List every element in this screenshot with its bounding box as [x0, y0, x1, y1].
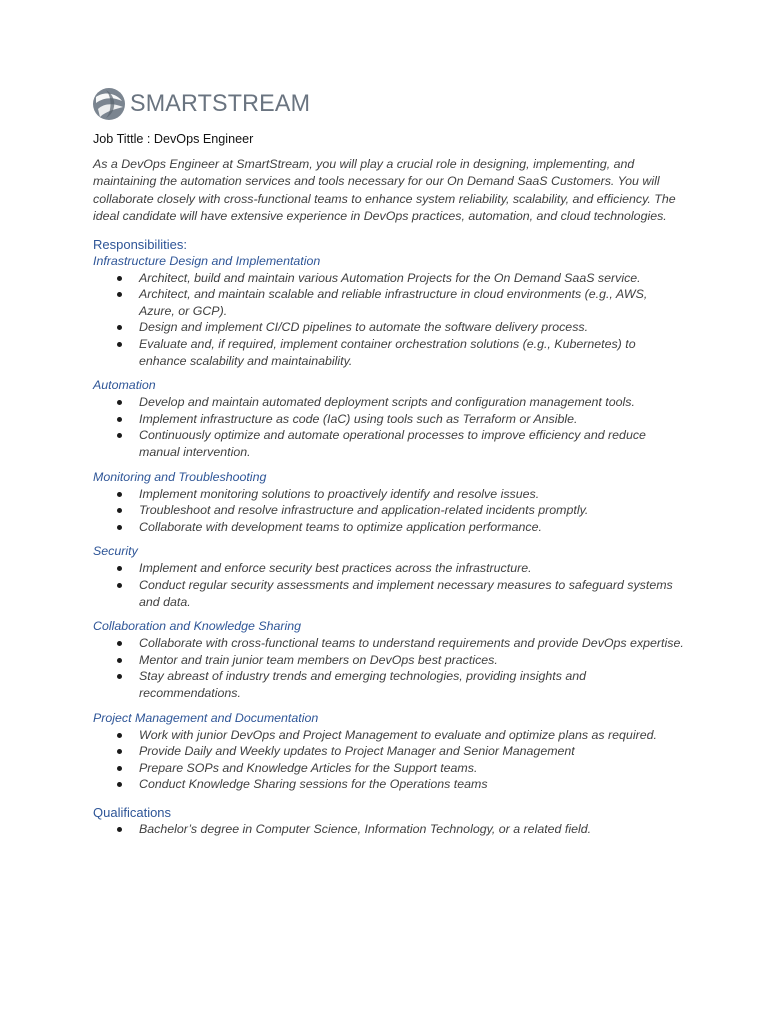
bullet-icon — [117, 433, 122, 438]
subsection-heading: Collaboration and Knowledge Sharing — [93, 619, 302, 634]
bullet-list — [93, 394, 693, 460]
subsection-heading: Security — [93, 544, 138, 559]
qualifications-list — [93, 821, 693, 838]
list-item-text: Implement monitoring solutions to proactively identify and resolve issues. — [139, 486, 540, 501]
job-title: Job Tittle : DevOps Engineer — [93, 132, 254, 146]
bullet-icon — [117, 525, 122, 530]
list-item-text: Prepare SOPs and Knowledge Articles for the Support teams. — [139, 760, 478, 775]
bullet-icon — [117, 641, 122, 646]
list-item-text: Collaborate with development teams to optimize application performance. — [139, 519, 542, 534]
list-item — [93, 336, 684, 369]
list-item — [93, 270, 684, 287]
list-item — [93, 502, 684, 519]
bullet-icon — [117, 827, 122, 832]
list-item-text: Evaluate and, if required, implement container orchestration solutions (e.g., Kubernetes) to enhance scalability and maintainability. — [139, 337, 636, 368]
smartstream-logo — [92, 86, 693, 122]
bullet-icon — [117, 342, 122, 347]
subsection-heading: Automation — [93, 378, 156, 393]
list-item — [93, 411, 684, 428]
list-item — [93, 821, 684, 838]
list-item-text: Work with junior DevOps and Project Management to evaluate and optimize plans as required. — [139, 727, 657, 742]
bullet-list — [93, 727, 693, 793]
bullet-icon — [117, 766, 122, 771]
list-item — [93, 652, 684, 669]
bullet-list — [93, 486, 693, 536]
qualifications-heading: Qualifications — [93, 804, 172, 820]
list-item — [93, 560, 684, 577]
bullet-icon — [117, 658, 122, 663]
list-item — [93, 727, 684, 744]
bullet-list — [93, 560, 693, 610]
bullet-list — [93, 635, 693, 701]
subsection-heading: Monitoring and Troubleshooting — [93, 469, 267, 484]
list-item-text: Implement infrastructure as code (IaC) using tools such as Terraform or Ansible. — [139, 411, 578, 426]
list-item-text: Conduct regular security assessments and implement necessary measures to safeguard systems and data. — [139, 577, 673, 609]
list-item-text: Troubleshoot and resolve infrastructure and application-related incidents promptly. — [139, 503, 589, 518]
list-item-text: Architect, and maintain scalable and reliable infrastructure in cloud environments (e.g., AWS, Azure, or GCP). — [139, 287, 648, 318]
list-item — [93, 286, 684, 319]
bullet-icon — [117, 566, 122, 571]
list-item-text: Collaborate with cross-functional teams to understand requirements and provide DevOps expertise. — [139, 636, 684, 651]
list-item — [93, 486, 684, 503]
bullet-icon — [117, 583, 122, 588]
bullet-icon — [117, 417, 122, 422]
list-item-text: Develop and maintain automated deployment scripts and configuration management tools. — [139, 395, 635, 410]
list-item — [93, 668, 684, 701]
bullet-icon — [117, 782, 122, 787]
list-item — [93, 760, 684, 777]
list-item — [93, 394, 684, 411]
list-item-text: Implement and enforce security best practices across the infrastructure. — [139, 561, 532, 576]
list-item-text: Stay abreast of industry trends and emerging technologies, providing insights and recommendations. — [139, 669, 587, 700]
bullet-icon — [117, 749, 122, 754]
bullet-icon — [117, 276, 122, 281]
list-item — [93, 319, 684, 336]
subsection-heading: Project Management and Documentation — [93, 710, 319, 725]
list-item-text: Conduct Knowledge Sharing sessions for the Operations teams — [139, 777, 488, 792]
bullet-icon — [117, 508, 122, 513]
bullet-icon — [117, 292, 122, 297]
responsibilities-sections — [93, 253, 693, 793]
subsection-heading: Infrastructure Design and Implementation — [93, 253, 321, 268]
list-item-text: Mentor and train junior team members on DevOps best practices. — [139, 652, 498, 667]
list-item — [93, 519, 684, 536]
list-item-text: Continuously optimize and automate operational processes to improve efficiency and reduce manual intervention. — [139, 428, 646, 459]
bullet-icon — [117, 400, 122, 405]
bullet-icon — [117, 733, 122, 738]
list-item — [93, 577, 684, 610]
smartstream-logo-icon — [92, 87, 126, 121]
list-item — [93, 427, 684, 460]
intro-paragraph: As a DevOps Engineer at SmartStream, you will play a crucial role in designing, implementing, and maintaining the automation services and tools necessary for our On Demand SaaS Customers. You will collaborate closely with cross-functional teams to enhance system reliability, scalability, and efficiency. The ideal candidate will have extensive experience in DevOps practices, automation, and cloud technologies. — [93, 157, 676, 224]
list-item-text: Architect, build and maintain various Automation Projects for the On Demand SaaS service. — [139, 270, 641, 285]
document-page — [93, 86, 693, 837]
list-item — [93, 635, 684, 652]
bullet-icon — [117, 674, 122, 679]
responsibilities-heading: Responsibilities: — [93, 236, 187, 252]
bullet-icon — [117, 325, 122, 330]
bullet-list — [93, 270, 693, 370]
logo-wordmark: SMARTSTREAM — [130, 90, 311, 117]
bullet-icon — [117, 492, 122, 497]
list-item-text: Bachelor’s degree in Computer Science, Information Technology, or a related field. — [139, 821, 592, 836]
list-item-text: Provide Daily and Weekly updates to Project Manager and Senior Management — [139, 744, 575, 759]
list-item — [93, 776, 684, 793]
list-item — [93, 743, 684, 760]
list-item-text: Design and implement CI/CD pipelines to automate the software delivery process. — [139, 320, 589, 335]
